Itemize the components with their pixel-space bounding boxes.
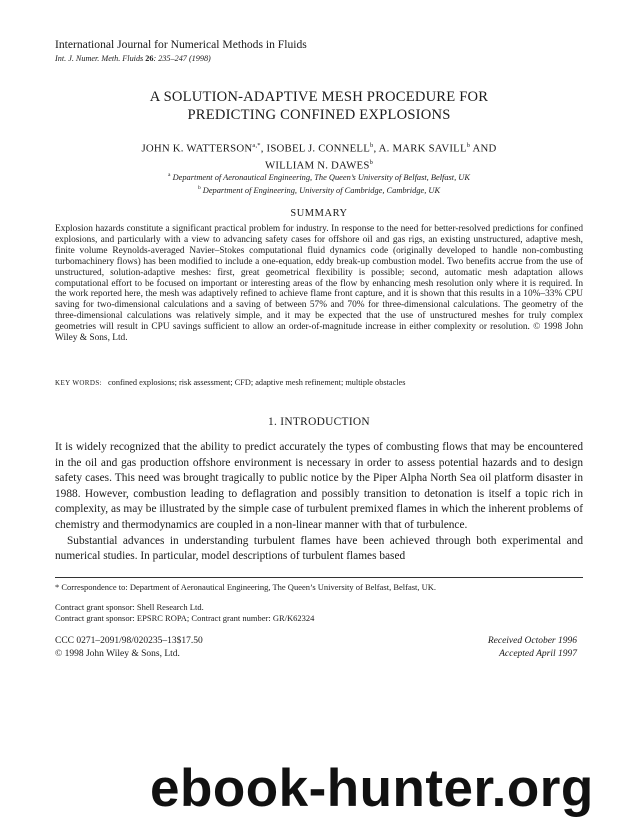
- summary-text: Explosion hazards constitute a significant practical problem for industry. In response to the need for better-resolved predictions for confined explosions, and particularly with a view to advancing safety cases for offshore oil and gas rigs, an existing unstructured, adaptive mesh, finite volume Reynolds-averaged Navier–Stokes computational fluid dynamics code (originally developed to handle non-combusting turbomachinery flows) has been modified to include a one-equation, eddy break-up combustion model. Two benefits accrue from the use of unstructured, solution-adaptive meshes: first, great geometrical flexibility is possible; second, automatic mesh adaptation allows computational effort to be focused on important or interesting areas of the flow by enhancing mesh resolution only where it is required. In the work reported here, the mesh was adaptively refined to achieve flame front capture, and it is shown that this results in a 10%–33% CPU saving for two-dimensional calculations and a saving of between 57% and 70% for three-dimensional calculations. The geometry of the three-dimensional calculations was relatively simple, and it may be expected that the use of unstructured meshes for truly complex geometries will result in CPU savings sufficient to allow an order-of-magnitude increase in either complexity or resolution. © 1998 John Wiley & Sons, Ltd.: [55, 224, 583, 344]
- affiliation-mark: a: [168, 172, 171, 178]
- watermark-text: ebook-hunter.org: [150, 759, 594, 818]
- grant-sponsor-1: Contract grant sponsor: Shell Research Ltd.: [55, 602, 204, 612]
- affiliation-b: [55, 183, 583, 196]
- author-name: WILLIAM N. DAWES: [264, 159, 370, 172]
- author-affiliation-mark: b: [370, 142, 374, 149]
- accepted-date: Accepted April 1997: [499, 649, 577, 659]
- author-separator: AND: [470, 142, 497, 155]
- introduction-paragraph-1: It is widely recognized that the ability to predict accurately the types of combusting flows that may be encountered in the oil and gas production offshore environment is necessary in order to assess potential hazards and to design safety cases. This need was brought tragically to public notice by the Piper Alpha North Sea oil platform disaster in 1988. However, combustion leading to deflagration and possibly transition to detonation is itself a topic rich in complexity, as may be illustrated by the simple case of turbulent premixed flames in which the inherent problems of chemistry and thermodynamics are coupled in a non-linear manner with that of turbulence.: [55, 441, 583, 531]
- author-affiliation-mark: b: [369, 158, 374, 166]
- journal-citation: [55, 54, 211, 63]
- author-separator: ,: [260, 142, 267, 155]
- citation-suffix: : 235–247 (1998): [153, 54, 211, 63]
- publication-info: [55, 635, 203, 661]
- title-line-2: PREDICTING CONFINED EXPLOSIONS: [187, 107, 451, 123]
- citation-prefix: Int. J. Numer. Meth. Fluids: [55, 54, 146, 63]
- summary-abstract: [55, 224, 583, 344]
- author-separator: ,: [373, 142, 379, 155]
- footnote-divider: [55, 577, 583, 578]
- affiliation-text: Department of Engineering, University of Cambridge, Cambridge, UK: [200, 185, 441, 195]
- title-line-1: A SOLUTION-ADAPTIVE MESH PROCEDURE FOR: [149, 89, 489, 105]
- affiliations: [55, 170, 583, 196]
- author-name: A. MARK SAVILL: [378, 142, 467, 155]
- affiliation-text: Department of Aeronautical Engineering, The Queen’s University of Belfast, Belfast, UK: [170, 172, 470, 182]
- author-affiliation-mark: a,*: [252, 142, 261, 149]
- publication-dates: [360, 635, 577, 661]
- introduction-paragraph-2: Substantial advances in understanding turbulent flames have been achieved through both experimental and numerical studies. In particular, model descriptions of turbulent flames based: [55, 534, 583, 563]
- copyright-notice: © 1998 John Wiley & Sons, Ltd.: [55, 649, 180, 659]
- grant-sponsors: [55, 602, 583, 624]
- summary-heading: SUMMARY: [290, 208, 348, 219]
- section-heading-introduction: 1. INTRODUCTION: [268, 416, 370, 428]
- author-name: ISOBEL J. CONNELL: [266, 142, 371, 155]
- journal-name: International Journal for Numerical Methods in Fluids: [55, 38, 307, 51]
- article-title: [55, 88, 583, 124]
- keywords: [55, 378, 583, 387]
- received-date: Received October 1996: [487, 636, 577, 646]
- author-affiliation-mark: b: [466, 142, 471, 149]
- introduction-body: [55, 440, 583, 565]
- author-list: [55, 139, 583, 172]
- keywords-label: KEY WORDS:: [55, 379, 102, 387]
- grant-sponsor-2: Contract grant sponsor: EPSRC ROPA; Contract grant number: GR/K62324: [55, 613, 315, 623]
- author-line-1: [55, 139, 583, 156]
- affiliation-mark: b: [197, 184, 201, 191]
- affiliation-a: [55, 170, 583, 183]
- correspondence-footnote: * Correspondence to: Department of Aeronautical Engineering, The Queen’s University of Belfast, Belfast, UK.: [55, 582, 437, 592]
- ccc-code: CCC 0271–2091/98/020235–13$17.50: [55, 636, 203, 646]
- citation-volume: 26: [145, 54, 154, 63]
- author-name: JOHN K. WATTERSON: [141, 142, 253, 155]
- keywords-text: confined explosions; risk assessment; CFD; adaptive mesh refinement; multiple obstacles: [107, 378, 406, 387]
